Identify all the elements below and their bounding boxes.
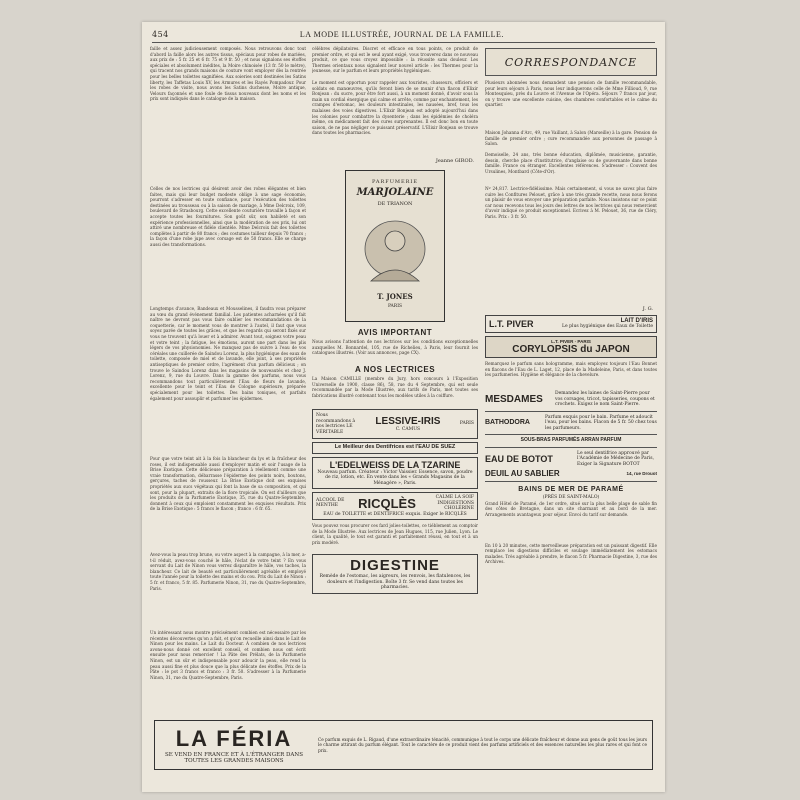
ricqles-name: RICQLÈS [358,495,416,511]
lessive-intro: Nous recommandons à nos lectrices LE VÉRITABLE [316,413,356,435]
botot-name: EAU DE BOTOT [485,453,553,464]
poster-product-name: MARJOLAINE [356,187,434,198]
feria-subtitle: SE VEND EN FRANCE ET À L'ÉTRANGER DANS TOUTES LES GRANDES MAISONS [165,752,303,764]
article-text-f: Un intéressant nous montre précisément combien est nécessaire par les récentes découvertes qu'on a fait, et qu'on recueille ainsi dans le Lait de Ninon pour les mains. Le Lait du Docteur. À combien de nos lectrices avons-nous donné cet excellent conseil, et combien nous ont écrit ensuite pour nous remercier ! La Pâte des Prélats, de la Parfumerie Ninon, est un sûr et indispensable pour adoucir la peau, elle rend la peau aussi fine et plus douce que la plus délicate des étoffes. Prix de la Pâte : le pot 3 francs et franco : 3 fr. 50. S'adresser à la Parfumerie Ninon, 31, rue du Quatre-Septembre, Paris. [150,630,306,680]
corylopsis-city: PARIS [577,338,591,344]
journal-title: LA MODE ILLUSTRÉE, JOURNAL DE LA FAMILLE. [299,30,504,39]
ricqles-footer: EAU de TOILETTE et DENTIFRICE exquis. Exiger le RICQLÈS [323,511,467,517]
article-text-d: Pour que votre teint ait à la fois la blancheur du lys et la fraîcheur des roses, il est indispensable aussi d'employer matin et soir l'usage de la Brise Exotique. Cette délicieuse préparation à réellement comme une vraie transformation, débarrasse l'épiderme des points noirs, boutons, gerçures, taches de rousseur. La Brise Exotique doit ses exquises propriétés aux sucs végétaux qui font la base de sa composition, et qui sont, pour la plupart, extraits de la flore tropicale. On est d'ailleurs que les produits de la Parfumerie Exotique, 35, rue du Quatre-Septembre, donnent à ceux qui emploient constamment les exquises résultats. Prix de la Brise Exotique : 5 francs le flacon ; franco : 6 fr. 65. [150,456,306,512]
dentifrice-ad: Le Meilleur des Dentifrices est l'EAU DE SUEZ [312,442,478,454]
piver-text: Le plus hygiénique des Eaux de Toilette [562,324,653,329]
corr-text-a: Plusieurs abonnées nous demandent une pension de famille recommandable, pour leurs séjours à Paris, nous leur indiquerons celle de Mme Fillioud, 9, rue Montesquieu, près du Louvre et l'Avenue de l'Opéra. Séjours 7 francs par jour, on y trouve une excellente cuisine, des chambres confortables et le calme du quartier. [485,80,657,108]
author-signature: Jeanne GIROD. [435,158,474,164]
article-text-b: Le moment est opportun pour rappeler aux touristes, chasseurs, officiers et soldats en manœuvres, qu'ils feront bien de se munir d'un flacon d'Elixir Bonjean : du sucre, pour être fort aussi, à un moment donné, d'avoir sous la main un cordial énergique qui calme et arrête, comme par enchantement, les crampes d'estomac, les douleurs intestinales, les nausées, bref, tous les malaises des voies digestives. L'Elixir Bonjean est adopté aujourd'hui dans les colonies pour combattre la dysenterie ; dans les épidémies de choléra même, on médicament fait des cures surprenantes. Il est donc bon en toute saison, de ne pas négliger ce puissant préservatif. L'Elixir Bonjean se trouve dans toutes les pharmacies. [312,80,478,136]
corr-text-b: Maison Johanna d'Arc, 49, rue Vaillant, à Salon (Marseille) à la gare. Pension de famille de premier ordre ; cure recommandée aux personnes de passage à Salon. [485,130,657,147]
ricqles-ad [312,492,478,520]
article-text-c: Vous pouvez vous procurer ces fard jolies-toilettes, ce tiéblement au comptoir de la Mode Illustrée. Aux lectrices de Jean Hugues, 115, rue Julien, Lyon. Le client, la qualité, le tout est garanti et parfaitement réussi, en tout et à un prix modéré. [312,523,478,545]
poster-brand: T. JONES [377,292,413,301]
column-right [485,46,657,573]
digestine-ad [312,554,478,594]
piver-product: LAIT D'IRIS [620,318,653,324]
edelweiss-title: L'EDELWEISS DE LA TZARINE [329,459,461,470]
edelweiss-ad [312,457,478,490]
corylopsis-name: CORYLOPSIS du JAPON [512,344,630,355]
piver-text-e: Remarquez le parfum sans hologramme, mais employez toujours l'Eau Bonnet en flacons de l'Eau de L. Laget, 12, place de la Madeleine, Paris, et dans toutes les parfumeries. Hygiène et élégance de la chevelure. [485,361,657,378]
feria-text: Ce parfum exquis de L. Rigaud, d'une extraordinaire ténacité, communique à tout le corps une délicate fraîcheur et donne aux gens de goût tous les jours le charme attirant du parfum élégant. Tout le caractère de ce produit vient des parfums artificiels et des essences naturelles les plus rares et qui font ce prix. [318,736,647,753]
corr-text-d: Nº 24,817. Lectrice-fidèlissime. Mais certainement, si vous ne savez plus faire cuire les Confitures Pelouet, grâce à une très grande recette, nous nous ferons un plaisir de vous envoyer une préparation parfaite. Nous insistons sur ce point car nous recevons tous les jours des lettres de nos lectrices qui nous remercient d'avoir indiqué ce produit exceptionnel. Ecrivez à M. Pelouet, 36, rue de Cléry, Paris. Prix : 3 fr. 50. [485,186,657,219]
deuil-ad [485,469,657,478]
newspaper-page [142,22,665,792]
piver-name: L.T. PIVER [489,318,534,329]
corr-text-c: Demoiselle, 24 ans, très bonne éducation, diplômée, musicienne, garantie, dessin, cherche place d'institutrice, d'anglaise ou de gouvernante dans bonne famille. France ou étranger. Excellentes références. S'adresser : Couvent des Ursulines, Montbard (Côte-d'Or). [485,152,657,174]
poster-city: PARIS [387,304,403,309]
article-text-a: faille et assez judicieusement composés. Nous retrouvons donc tout d'abord la faille alors les autres tissus, spéciaux pour robes de mariées, aux prix de : 5 fr. 25 et 6 fr. 75 et 9 fr. 50 ; et nous signalons ses étoffes spéciales et absolument inédites, la Moire chinoisée (13 fr. 50 le mètre), qui tracent nos grands maisons de couture vont employer dès la rentrée pour les belles toilettes sagnifiées. Aux soieries sont destinées les Satins liberty, les Taffetas Louis XV, les Armures et les Rayés Pompadour. Pour les robes de visite, nous avons les Satins duchesse, Moire antique, Velours façonnés et une foule de tissus nouveaux dont les noms et les prix sont indiqués dans le catalogue de la maison. [150,46,306,102]
parame-subtitle: (PRÈS DE SAINT-MALO) [542,495,600,500]
avis-heading: AVIS IMPORTANT [357,328,433,337]
edelweiss-text: Nouveau parfum. Créateur : Victor Vaissier. Essence, savon, poudre de riz, lotion, etc. En vente dans les « Grands Magasins de la Ménagère », Paris. [317,469,473,486]
article-text-c: Longtemps d'avance, Bandeaux et Mousselines, il faudra vous préparer au vœu du grand événement familial. Les patientes acharnées qu'il fait naître ne devront pas vous faire oublier les recommandations de la coquetterie, car le moment vous de montrer à l'autel, il faut que vous soyez parée de toutes les grâces, et que les regards qui seront fixés sur vous ne trouvent qu'à louer et à admirer. Avant tout, soignez votre peau et votre teint ; la fatigue, les émotions, auront une part dans les plis légers de vos physionomies. Ne manquez pas de suivre à l'eau de vos céréales une cuillerée de Saindou Lorenz, la plus hygiénique des eaux de toilette, composée de miel et de lavande, elle joint, à ses propriétés antiseptiques de premier ordre, l'agrément d'un parfum délicieux ; on trouve le Saindou Lorenz dans les magasins de nouveautés et chez J. Lorenz, 9, rue du Louvre. Dans la gamme des parfums, nous vous recommandons tout particulièrement l'Eau de fleurs de lavande, excellente pour le teint et l'Eau de Cologne supérieure, préparée spécialement pour les toilettes. Des bains toniques, et parfaits également pour assouplir et parfumer les épidermes. [150,306,306,401]
article-text-a: célèbres dépilatoires. Discret et efficace en tous points, ce produit de premier ordre, et qui est le seul ayant exigé, vous trouverez dans ce nouveau produit, ce que vous croyez impossible : la réussite sans douleur. Les Thermes orientaux nous signalent leur nouvel article : les Thermes pour la jeunesse, sur le parfum et leurs propriétés hygiéniques. [312,46,478,74]
column-middle [312,46,478,597]
lectrices-heading: A NOS LECTRICES [354,365,436,374]
correspondance-title: CORRESPONDANCE [504,56,638,69]
article-text-e: Avez-vous la peau trop brune, ou votre aspect à la campagne, à la mer, a-t-il réduit, avez-vous couché le hâle, l'éclat de votre teint ? En vous servant du Lait de Ninon vous verrez disparaître le hâle, vos taches, la blancheur. Ce lait de beauté est particulièrement agréable et employé toute l'année pour la toilette des mains et du cou. Prix du Lait de Ninon : 5 fr. et franco, 5 fr. 85. Parfumerie Ninon, 31, rue du Quatre-Septembre, Paris. [150,552,306,591]
avis-text: Nous avisons l'attention de nos lectrices sur les conditions exceptionnelles auxquelles M. Bonnardel, 105, rue de Richelieu, à Paris, leur fournit les catalogues illustrés. (Voir aux annonces, page CX). [312,339,478,356]
mesdames-text: Demandez les laines de Saint-Pierre pour vos corsages, tricot, tapisseries, coupons et crochets. Exigez le nom Saint-Pierre. [555,391,655,407]
deuil-address: 14, rue Drouot [626,470,657,476]
corylopsis-ad: L.T. PIVER · PARIS CORYLOPSIS du JAPON [485,336,657,359]
lectrices-text: La Maison CAMILLE (membre du Jury, hors concours à l'Exposition Universelle de 1900, classe 86), 58, rue du 4 Septembre, qui est seule recommandée par la Mode Illustrée, aux tarifs de Paris, met toutes ses fabrications illustré contenant tous les modèles utiles à la coiffure. [312,376,478,398]
bathodora-title: BATHODORA [485,419,530,427]
digestine-name: DIGESTINE [350,557,440,574]
ricqles-left-bottom: MENTHE [316,503,339,509]
mesdames-ad [485,391,657,408]
parame-text: Grand Hôtel de Paramé, de 1er ordre, situé sur la plus belle plage de sable fin des côtes de Bretagne, dans un site charmant et au bord de la mer. Arrangements avantageux pour séjour. Envoi du tarif sur demande. [485,500,657,517]
column-left [150,46,306,708]
botot-text: Le seul dentifrice approuvé par l'Académie de Médecine de Paris, Exiger la Signature BOTOT [577,450,655,467]
ricqles-left-top: ALCOOL DE [316,497,345,503]
page-header [152,30,655,43]
sous-bras-ad: SOUS-BRAS PARFUMÉS ARRAN PARFUM [520,437,622,443]
la-feria-ad [154,720,653,770]
piver-lait-ad [485,315,657,333]
digestine-note: En 10 à 20 minutes, cette merveilleuse préparation est un puissant digestif. Elle remplace les digestions difficiles et soulage immédiatement les estomacs malades. Très agréable à prendre, le flacon 5 fr. Pharmacie Digestine, 3, rue des Archives. [485,542,657,565]
lessive-name: LESSIVE-IRIS [375,415,441,427]
digestine-text: Remède de l'estomac, les aigreurs, les renvois, les flatulences, les douleurs et l'indigestion. Boîte 3 fr. Se vend dans toutes les pharmacies. [319,574,471,590]
poster-label: PARFUMERIE [371,179,419,185]
parame-title: BAINS DE MER DE PARAMÉ [518,486,624,493]
lessive-city: PARIS [459,421,474,427]
correspondance-banner [485,48,657,76]
corylopsis-top: L.T. PIVER [551,338,574,344]
article-text-b: Celles de nos lectrices qui désirent avoir des robes élégantes et bien faites, mais qui leur budget modeste oblige à une sage économie, pourront s'adresser en toute confiance, pour l'exécution des toilettes destinées au trousseau ou à la saison de mariage, à Mme Delcroix, 109, boulevard de Strasbourg. Cette excellente couturière travaille à façon et accepte toutes les fournitures. Son goût sûr, son habileté et son expérience professionnelles, ainsi que la modération de ses prix, lui ont attiré une nombreuse et fidèle clientèle. Mme Delcroix fait des toilettes complètes à partir de 80 francs ; des costumes tailleur depuis 70 francs ; la façon d'une robe jupe avec corsage est de 50 francs. Elle se charge aussi des transformations. [150,186,306,247]
page-number: 454 [152,30,169,39]
poster-subtitle: DE TRIANON [377,201,413,207]
deuil-name: DEUIL AU SABLIER [485,469,560,478]
corr-signature: J. G. [642,306,653,312]
perfume-poster [345,170,445,322]
ricqles-right-top: CALME LA SOIF [435,495,474,500]
lessive-maker: C. CAMUS [395,426,421,432]
feria-name: LA FÉRIA [175,726,293,751]
lessive-ad [312,409,478,439]
botot-ad [485,451,657,468]
mesdames-title: MESDAMES [485,393,543,405]
bathodora-text: Parfum exquis pour le bain. Parfume et adoucit l'eau, pour les bains. Flacon de 5 fr. 50 chez tous les parfumeurs. [545,414,657,431]
ricqles-right-bottom: INDIGESTIONS CHOLÉRINE [437,500,474,511]
bathodora-ad [485,415,657,432]
